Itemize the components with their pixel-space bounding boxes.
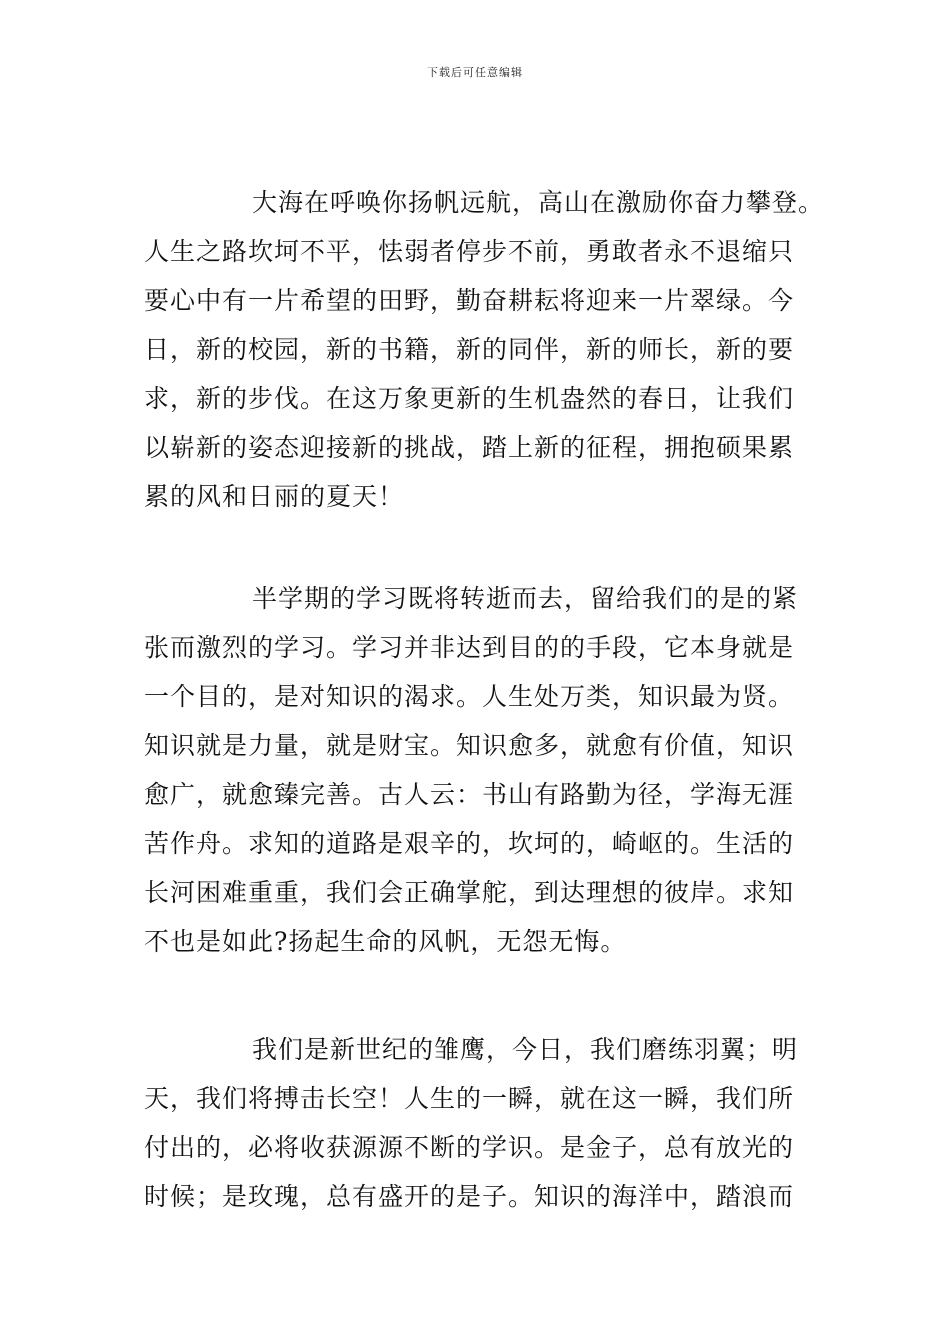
text-line: 愈广，就愈臻完善。古人云：书山有路勤为径，学海无涯	[144, 780, 795, 809]
text-line: 天，我们将搏击长空！人生的一瞬，就在这一瞬，我们所	[144, 1084, 795, 1113]
text-line: 以崭新的姿态迎接新的挑战，踏上新的征程，拥抱硕果累	[144, 433, 795, 462]
paragraph-3	[144, 1025, 824, 1221]
text-line: 苦作舟。求知的道路是艰辛的，坎坷的，崎岖的。生活的	[144, 829, 795, 858]
text-line: 不也是如此?扬起生命的风帆，无怨无悔。	[144, 927, 627, 956]
text-line: 我们是新世纪的雏鹰，今日，我们磨练羽翼；明	[252, 1035, 799, 1064]
text-line: 知识就是力量，就是财宝。知识愈多，就愈有价值，知识	[144, 731, 795, 760]
text-line: 时候；是玫瑰，总有盛开的是子。知识的海洋中，踏浪而	[144, 1182, 795, 1211]
text-line: 人生之路坎坷不平，怯弱者停步不前，勇敢者永不退缩只	[144, 237, 795, 266]
page-header: 下载后可任意编辑	[427, 66, 523, 79]
text-line: 求，新的步伐。在这万象更新的生机盎然的春日，让我们	[144, 384, 795, 413]
text-line: 累的风和日丽的夏天！	[144, 482, 405, 511]
text-line: 一个目的，是对知识的渴求。人生处万类，知识最为贤。	[144, 682, 795, 711]
text-line: 付出的，必将收获源源不断的学识。是金子，总有放光的	[144, 1133, 795, 1162]
text-line: 大海在呼唤你扬帆远航，高山在激励你奋力攀登。	[252, 188, 825, 217]
text-line: 要心中有一片希望的田野，勤奋耕耘将迎来一片翠绿。今	[144, 286, 795, 315]
paragraph-2	[144, 574, 824, 966]
text-line: 日，新的校园，新的书籍，新的同伴，新的师长，新的要	[144, 335, 795, 364]
text-line: 张而激烈的学习。学习并非达到目的的手段，它本身就是	[144, 633, 795, 662]
paragraph-1	[144, 178, 824, 521]
text-line: 长河困难重重，我们会正确掌舵，到达理想的彼岸。求知	[144, 878, 795, 907]
text-line: 半学期的学习既将转逝而去，留给我们的是的紧	[252, 584, 799, 613]
